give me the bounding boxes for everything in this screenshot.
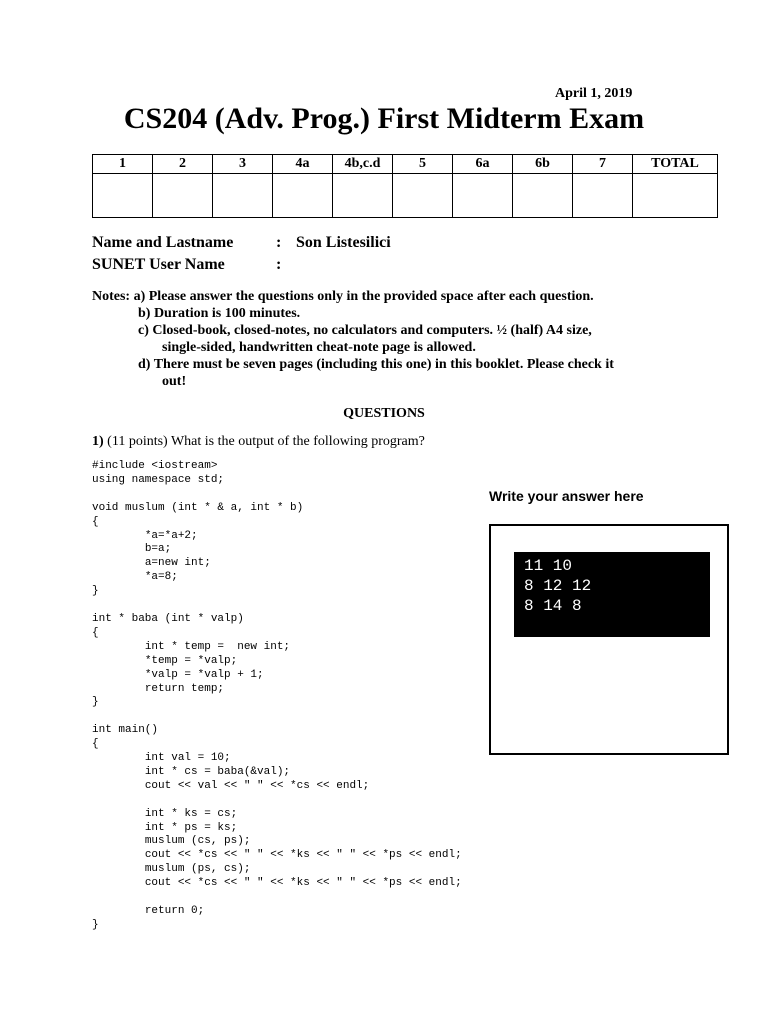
score-col-header: 5	[393, 155, 453, 174]
score-col-header: 1	[93, 155, 153, 174]
answer-line: 11 10	[524, 557, 573, 575]
answer-line: 8 12 12	[524, 577, 592, 595]
score-col-header: 7	[573, 155, 633, 174]
score-col-header: 6b	[513, 155, 573, 174]
name-colon: :	[276, 234, 282, 251]
score-col-header: 3	[213, 155, 273, 174]
exam-date: April 1, 2019	[555, 86, 633, 101]
score-cell[interactable]	[93, 174, 153, 218]
score-cell[interactable]	[273, 174, 333, 218]
score-col-header: 4b,c.d	[333, 155, 393, 174]
sunet-row	[92, 254, 391, 276]
question-1-number: 1)	[92, 434, 104, 449]
answer-label: Write your answer here	[489, 488, 644, 504]
score-table	[92, 154, 718, 218]
score-cell[interactable]	[573, 174, 633, 218]
note-d-cont: out!	[162, 374, 187, 389]
score-cell[interactable]	[513, 174, 573, 218]
note-c-cont: single-sided, handwritten cheat-note page is allowed.	[162, 340, 476, 355]
score-cell[interactable]	[153, 174, 213, 218]
name-label: Name and Lastname	[92, 234, 234, 251]
exam-title: CS204 (Adv. Prog.) First Midterm Exam	[123, 102, 645, 135]
score-table-blank-row	[93, 174, 718, 218]
score-table-header-row	[93, 155, 718, 174]
score-col-header: 4a	[273, 155, 333, 174]
note-d: d) There must be seven pages (including this one) in this booklet. Please check it	[138, 357, 614, 372]
name-value[interactable]: Son Listesilici	[296, 234, 391, 251]
question-1-text: (11 points) What is the output of the following program?	[103, 434, 425, 449]
note-a: Notes: a) Please answer the questions only in the provided space after each question.	[92, 289, 594, 304]
student-info	[92, 232, 391, 276]
question-1-code: #include <iostream> using namespace std; void muslum (int * & a, int * b) { *a=*a+2; b=a; a=new int; *a=8; } int * baba (int * valp) { int * temp = new int; *temp = *valp; *valp = *valp + 1; return temp; } int main() { int val = 10; int * cs = baba(&val); cout << val << " " << *cs << endl; int * ks = cs; int * ps = ks; muslum (cs, ps); cout << *cs << " " << *ks << " " << *ps << endl; muslum (ps, cs); cout << *cs << " " << *ks << " " << *ps << endl; return 0; }	[92, 460, 462, 931]
answer-line: 8 14 8	[524, 597, 582, 615]
score-cell[interactable]	[453, 174, 513, 218]
note-c: c) Closed-book, closed-notes, no calculators and computers. ½ (half) A4 size,	[138, 323, 592, 338]
exam-notes	[92, 288, 692, 390]
question-1-prompt	[92, 434, 425, 450]
score-col-header: 6a	[453, 155, 513, 174]
sunet-label: SUNET User Name	[92, 256, 225, 273]
score-cell[interactable]	[333, 174, 393, 218]
score-cell[interactable]	[213, 174, 273, 218]
sunet-colon: :	[276, 256, 282, 273]
score-cell[interactable]	[393, 174, 453, 218]
questions-heading: QUESTIONS	[343, 406, 425, 421]
score-col-header: TOTAL	[633, 155, 718, 174]
name-row	[92, 232, 391, 254]
answer-content	[514, 552, 710, 637]
score-col-header: 2	[153, 155, 213, 174]
note-b: b) Duration is 100 minutes.	[138, 306, 301, 321]
score-cell[interactable]	[633, 174, 718, 218]
